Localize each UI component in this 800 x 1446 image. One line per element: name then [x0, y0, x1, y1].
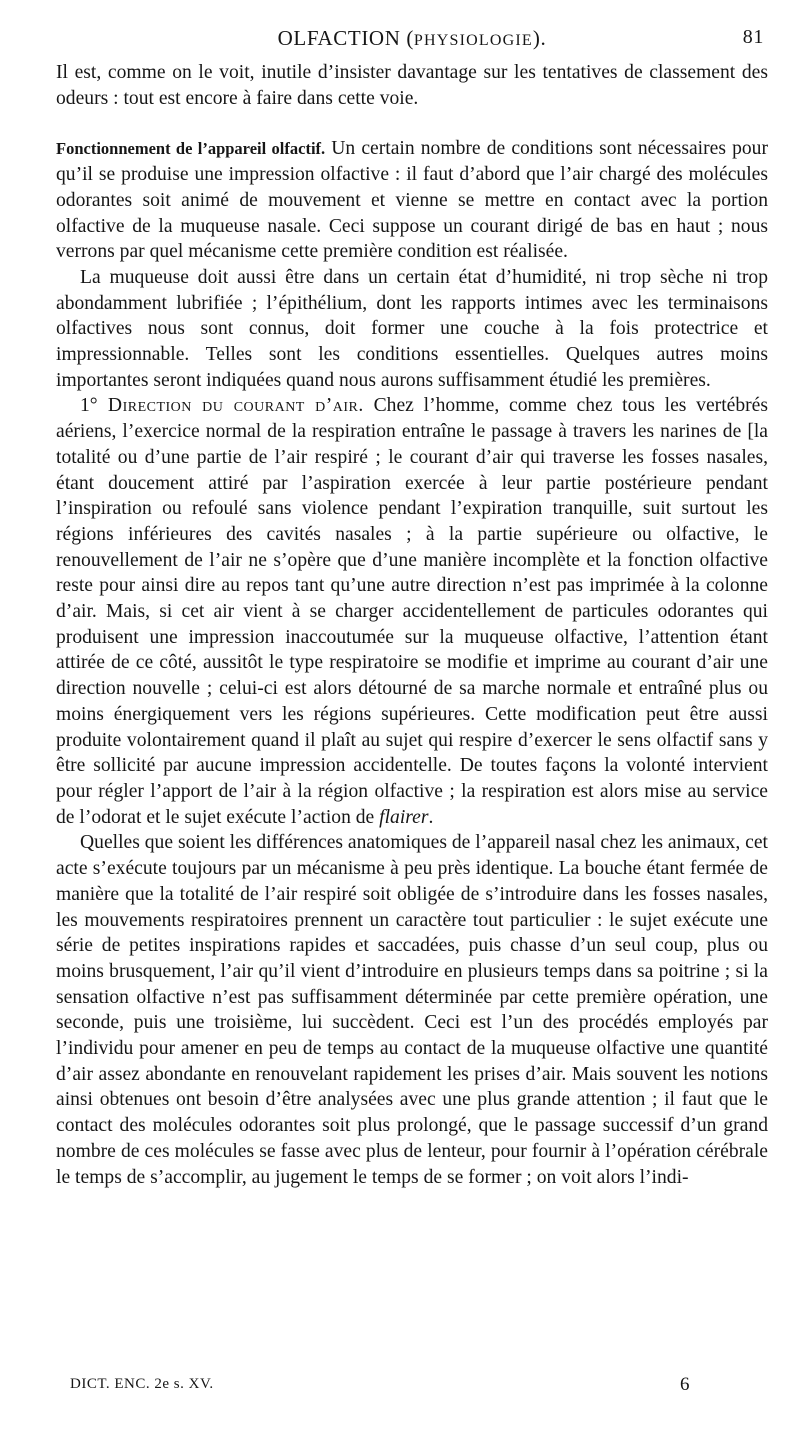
italic-term: flairer — [379, 806, 429, 828]
header-close-paren: ). — [532, 26, 547, 50]
page-footer — [70, 1376, 744, 1400]
signature-mark: DICT. ENC. 2e s. XV. — [70, 1376, 214, 1392]
section-heading-runin: Fonctionnement de l’appareil olfactif. — [56, 139, 326, 159]
body-text — [56, 60, 768, 1190]
header-subject-sub: PHYSIOLOGIE — [413, 32, 533, 49]
page-number: 81 — [742, 26, 764, 48]
paragraph-3: La muqueuse doit aussi être dans un certain état d’humidité, ni trop sèche ni trop abondamment lubrifiée ; l’épithélium, dont les rapports intimes avec les terminaisons olfactives nous sont connus, doit former une couche à la fois protectrice et impressionnable. Telles sont les conditions essentielles. Quelques autres moins importantes seront indiquées quand nous aurons suffisamment étudié les premières. — [56, 266, 768, 391]
paragraph-5: Quelles que soient les différences anatomiques de l’appareil nasal chez les animaux, cet acte s’exécute toujours par un mécanisme à peu près identique. La bouche étant fermée de manière que la totalité de l’air respiré soit obligée de s’introduire dans les fosses nasales, les mouvements respiratoires prennent un caractère tout particulier : le sujet exécute une série de petites inspirations rapides et saccadées, puis chasse d’un seul coup, plus ou moins brusquement, l’air qu’il vient d’introduire en plusieurs temps dans sa poitrine ; si la sensation olfactive n’est pas suffisamment déterminée par cette première opération, une seconde, puis une troisième, lui succèdent. Ceci est l’un des procédés employés par l’individu pour amener en peu de temps au contact de la muqueuse olfactive une quantité d’air assez abondante en renouvelant rapidement les prises d’air. Mais souvent les notions ainsi obtenues ont besoin d’être analysées avec une plus grande attention ; il faut que le contact des molécules odorantes soit plus prolongé, que le passage successif d’un grand nombre de ces molécules se fasse avec plus de lenteur, pour fournir à l’opération cérébrale le temps de s’accomplir, au jugement le temps de se former ; on voit alors l’indi- — [56, 832, 768, 1188]
document-page — [56, 26, 768, 1190]
running-header — [56, 26, 768, 60]
header-subject: OLFACTION — [277, 26, 401, 50]
header-open-paren: ( — [400, 26, 414, 50]
subsection-number: 1° — [80, 395, 98, 417]
signature-number: 6 — [680, 1374, 690, 1395]
paragraph-4-end: . — [428, 806, 434, 828]
subsection-heading: Direction du courant d’air. — [97, 395, 364, 417]
paragraph-4-text: Chez l’homme, comme chez tous les vertébrés aériens, l’exercice normal de la respiration entraîne le passage à travers les narines de [la totalité ou d’une partie de l’air respiré ; le courant d’air qui traverse les fosses nasales, étant doucement attiré par l’aspiration exercée à leur partie postérieure pendant l’inspiration ou refoulé sans violence pendant l’expiration tranquille, suit surtout les régions inférieures des cavités nasales ; à la partie supérieure ou olfactive, le renouvellement de l’air ne s’opère que d’une manière incomplète et la fonction olfactive reste pour ainsi dire au repos tant qu’une autre direction n’est pas imprimée à la colonne d’air. Mais, si cet air vient à se charger accidentellement de particules odorantes qui produisent une impression inaccoutumée sur la muqueuse olfactive, l’attention étant attirée de ce côté, aussitôt le type respiratoire se modifie et imprime au courant d’air une direction nouvelle ; celui-ci est alors détourné de sa marche normale et entraîné plus ou moins énergiquement vers les régions supérieures. Cette modification peut être aussi produite volontairement quand il plaît au sujet qui respire d’exercer le sens olfactif sans y être sollicité par aucune impression accidentelle. De toutes façons la volonté intervient pour régler l’apport de l’air à la région olfactive ; la respiration est alors mise au service de l’odorat et le sujet exécute l’action de — [56, 395, 768, 828]
paragraph-1: Il est, comme on le voit, inutile d’insister davantage sur les tentatives de classement des odeurs : tout est encore à faire dans cette voie. — [56, 62, 768, 109]
paragraph-2-text: Un certain nombre de conditions sont nécessaires pour qu’il se produise une impression olfactive : il faut d’abord que l’air chargé des molécules odorantes soit animé de mouvement et vienne se mettre en contact avec la portion olfactive de la muqueuse nasale. Ceci suppose un courant dirigé de bas en haut ; nous verrons par quel mécanisme cette première condition est réalisée. — [56, 138, 769, 263]
paragraph-2 — [56, 136, 768, 265]
paragraph-4 — [56, 393, 768, 830]
running-title — [56, 26, 768, 51]
